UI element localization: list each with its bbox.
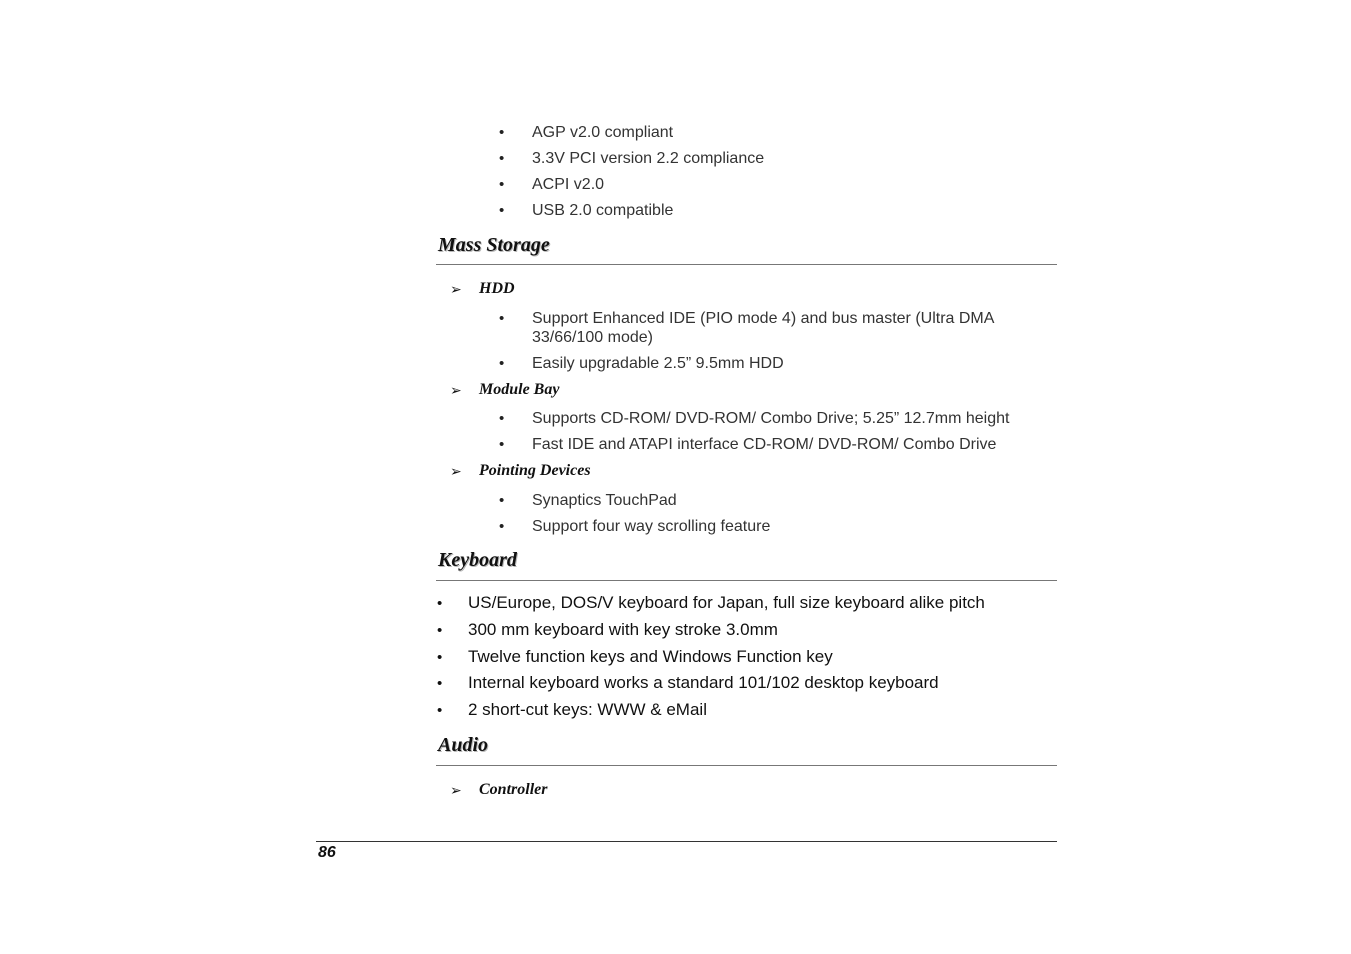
arrow-bullet-icon: ➢ <box>450 463 462 479</box>
list-item: Easily upgradable 2.5” 9.5mm HDD <box>532 355 784 372</box>
bullet-icon: • <box>437 649 443 666</box>
bullet-icon: • <box>437 595 443 612</box>
section-divider <box>436 765 1057 766</box>
list-item: 300 mm keyboard with key stroke 3.0mm <box>468 620 778 639</box>
list-item: Internal keyboard works a standard 101/102 desktop keyboard <box>468 673 939 692</box>
subheading-module-bay: Module Bay <box>479 381 560 398</box>
list-item: ACPI v2.0 <box>532 176 605 193</box>
arrow-bullet-icon: ➢ <box>450 281 462 297</box>
section-heading-mass-storage: Mass Storage <box>438 234 550 256</box>
arrow-bullet-icon: ➢ <box>450 782 462 798</box>
arrow-bullet-icon: ➢ <box>450 382 462 398</box>
bullet-icon: • <box>499 410 505 427</box>
bullet-icon: • <box>499 124 505 141</box>
bullet-icon: • <box>437 702 443 719</box>
list-item: Supports CD-ROM/ DVD-ROM/ Combo Drive; 5.25” 12.7mm height <box>532 410 1010 427</box>
section-divider <box>436 264 1057 265</box>
page-number: 86 <box>318 844 336 861</box>
list-item: Support four way scrolling feature <box>532 518 771 535</box>
bullet-icon: • <box>499 436 505 453</box>
subheading-hdd: HDD <box>479 280 515 297</box>
bullet-icon: • <box>499 492 505 509</box>
list-item: 3.3V PCI version 2.2 compliance <box>532 150 765 167</box>
list-item: US/Europe, DOS/V keyboard for Japan, full size keyboard alike pitch <box>468 593 985 612</box>
list-item: Fast IDE and ATAPI interface CD-ROM/ DVD-ROM/ Combo Drive <box>532 436 997 453</box>
bullet-icon: • <box>437 675 443 692</box>
section-heading-audio: Audio <box>438 734 489 756</box>
bullet-icon: • <box>499 355 505 372</box>
bullet-icon: • <box>437 622 443 639</box>
bullet-icon: • <box>499 150 505 167</box>
bullet-icon: • <box>499 310 505 327</box>
bullet-icon: • <box>499 176 505 193</box>
list-item: Twelve function keys and Windows Function key <box>468 647 833 666</box>
list-item: Synaptics TouchPad <box>532 492 677 509</box>
bullet-icon: • <box>499 202 505 219</box>
list-item: 2 short-cut keys: WWW & eMail <box>468 700 707 719</box>
section-heading-keyboard: Keyboard <box>438 549 517 571</box>
list-item: Support Enhanced IDE (PIO mode 4) and bus master (Ultra DMA 33/66/100 mode) <box>532 310 994 346</box>
subheading-pointing-devices: Pointing Devices <box>479 462 591 479</box>
bullet-icon: • <box>499 518 505 535</box>
footer-divider <box>316 841 1057 842</box>
list-item: AGP v2.0 compliant <box>532 124 674 141</box>
list-item: USB 2.0 compatible <box>532 202 674 219</box>
section-divider <box>436 580 1057 581</box>
subheading-controller: Controller <box>479 781 548 798</box>
